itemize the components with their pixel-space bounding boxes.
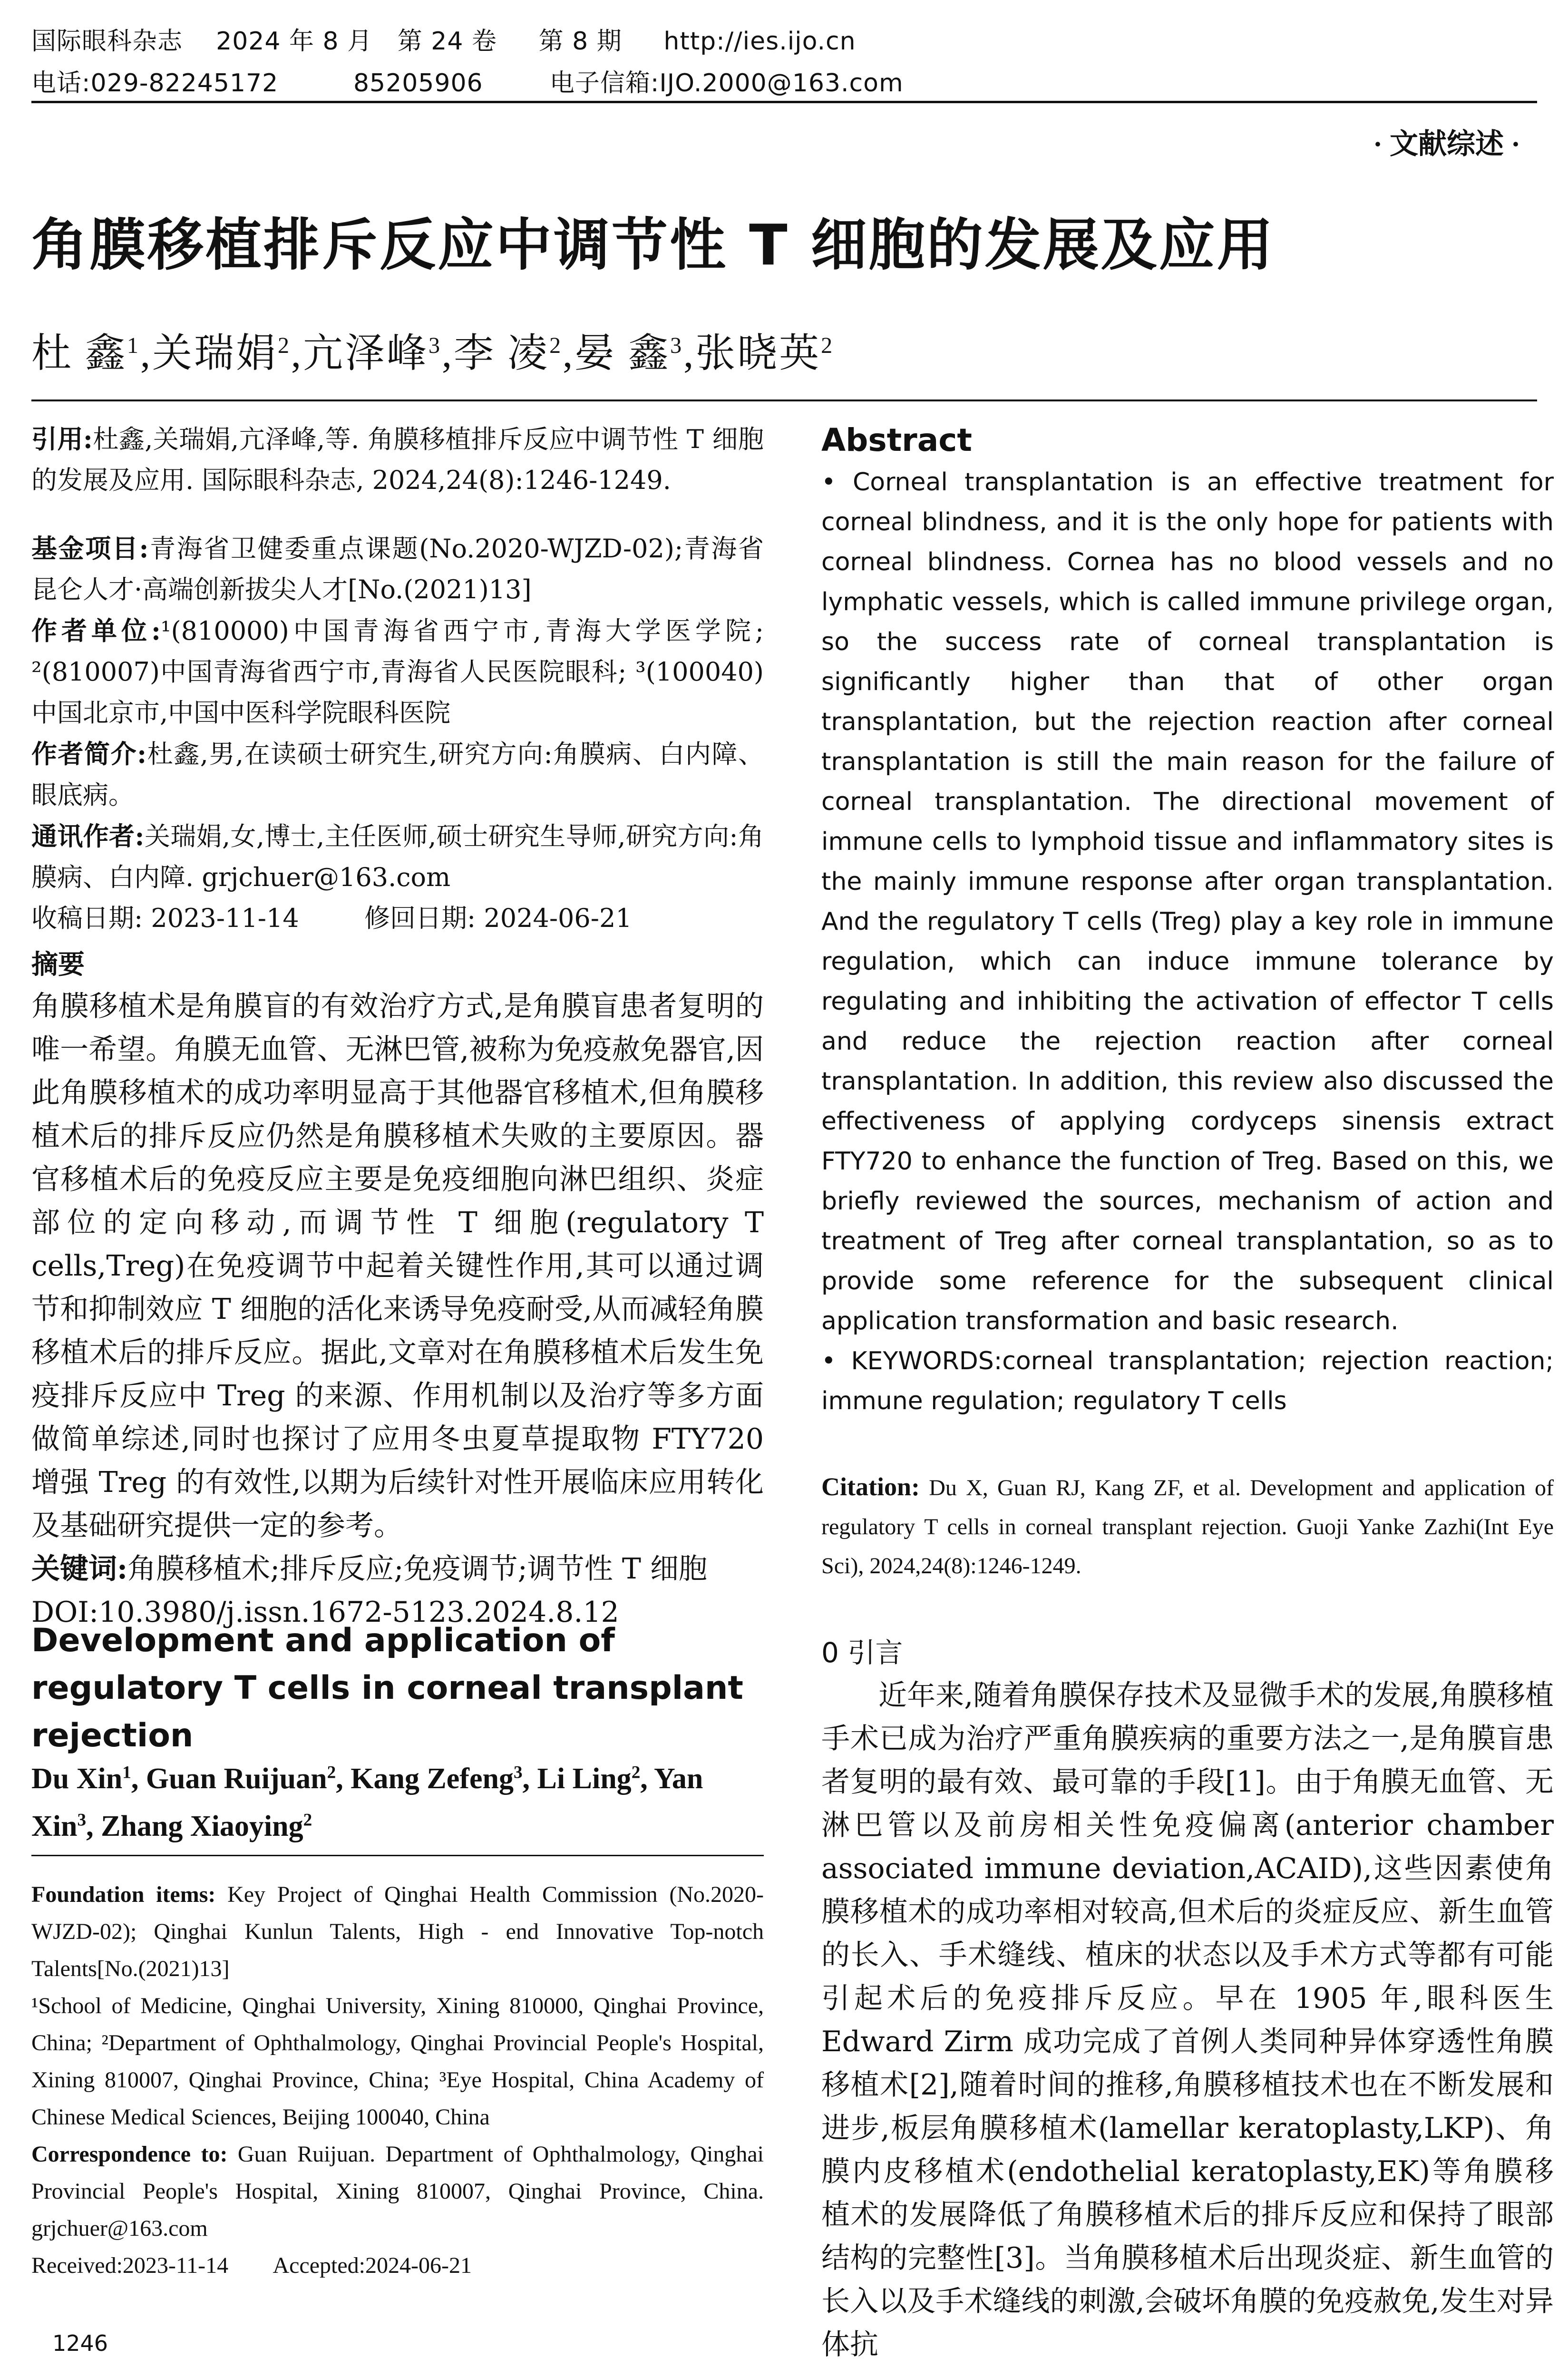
abstract-en xyxy=(821,419,1554,1421)
section-label: · 文献综述 · xyxy=(1373,128,1520,160)
received-date-cn: 收稿日期: 2023-11-14 xyxy=(31,903,299,933)
en-author-affil-mark: 3 xyxy=(77,1810,87,1830)
abstract-en-text: • Corneal transplantation is an effective treatment for corneal blindness, and it is the only hope for patients with corneal blindness. Cornea has no blood vessels and no lymphatic vessels, which is called immune privilege organ, so the success rate of corneal transplantation is significantly higher than that of other organ transplantation, but the rejection reaction after corneal transplantation is still the main reason for the failure of corneal transplantation. The directional movement of immune cells to lymphoid tissue and inflammatory sites is the mainly immune response after organ transplantation. And the regulatory T cells (Treg) play a key role in immune regulation, which can induce immune tolerance by regulating and inhibiting the activation of effector T cells and reduce the rejection reaction after corneal transplantation. In addition, this review also discussed the effectiveness of applying cordyceps sinensis extract FTY720 to enhance the function of Treg. Based on this, we briefly reviewed the sources, mechanism of action and treatment of Treg after corneal transplantation, so as to provide some reference for the subsequent clinical application transformation and basic research. xyxy=(821,468,1554,1335)
revised-date-cn: 修回日期: 2024-06-21 xyxy=(364,903,632,933)
en-author-affil-mark: 3 xyxy=(513,1763,523,1783)
author-bio-text: 杜鑫,男,在读硕士研究生,研究方向:角膜病、白内障、眼底病。 xyxy=(31,739,764,810)
citation-en xyxy=(821,1467,1554,1586)
corresponding-text: 关瑞娟,女,博士,主任医师,硕士研究生导师,研究方向:角膜病、白内障. grjchuer@163.com xyxy=(31,821,764,892)
author-bio-label: 作者简介: xyxy=(31,739,147,769)
en-author-name: Zhang Xiaoying xyxy=(101,1810,303,1842)
affiliations-label: 作者单位: xyxy=(31,615,161,646)
keywords-en: • KEYWORDS:corneal transplantation; rejection reaction; immune regulation; regulatory T cells xyxy=(821,1347,1554,1415)
en-author-name: Yan Xin xyxy=(31,1763,703,1842)
en-foundation xyxy=(31,1876,764,1987)
affiliations-text: ¹(810000)中国青海省西宁市,青海大学医学院; ²(810007)中国青海省西宁市,青海省人民医院眼科; ³(100040)中国北京市,中国中医科学院眼科医院 xyxy=(31,616,764,728)
en-author-affil-mark: 1 xyxy=(122,1763,131,1783)
en-author-name: Guan Ruijuan xyxy=(146,1763,327,1795)
author-affil-mark: 2 xyxy=(549,333,563,358)
en-foundation-label: Foundation items: xyxy=(31,1882,216,1907)
english-info-block xyxy=(31,1876,764,2284)
author-name: 关瑞娟 xyxy=(152,331,278,376)
en-affiliations: ¹School of Medicine, Qinghai University, Xining 810000, Qinghai Province, China; ²Department of Ophthalmology, Qinghai Provincial People's Hospital, Xining 810007, Qinghai Province, China; ³Eye Hospital, China Academy of Chinese Medical Sciences, Beijing 100040, China xyxy=(31,1993,764,2130)
title-rule xyxy=(31,399,1537,401)
author-bio xyxy=(31,733,764,816)
en-author-affil-mark: 2 xyxy=(303,1810,312,1830)
citation-cn-label: 引用: xyxy=(31,424,93,454)
en-author-affil-mark: 2 xyxy=(327,1763,336,1783)
en-correspondence xyxy=(31,2136,764,2247)
author-list: 杜 鑫$^1$,关瑞娟$^2$,亢泽峰$^3$,李 凌$^2$,晏 鑫$^3$,张晓英$^2$ xyxy=(31,331,835,376)
doi: DOI:10.3980/j.issn.1672-5123.2024.8.12 xyxy=(31,1596,619,1629)
en-received: Received:2023-11-14 xyxy=(31,2253,229,2278)
journal-header-line1: 国际眼科杂志 2024 年 8 月 第 24 卷 第 8 期 http://ies.ijo.cn xyxy=(31,27,856,56)
author-affil-mark: 2 xyxy=(278,333,292,358)
english-authors: Du Xin$^1$, Guan Ruijuan$^2$, Kang Zefeng$^3$, Li Ling$^2$, Yan Xin$^3$, Zhang Xiaoying$^2$ xyxy=(31,1763,703,1842)
author-name: 李 凌 xyxy=(454,331,550,376)
funding-text: 青海省卫健委重点课题(No.2020-WJZD-02);青海省昆仑人才·高端创新拔尖人才[No.(2021)13] xyxy=(31,534,764,604)
funding xyxy=(31,528,764,610)
en-foundation-text: Key Project of Qinghai Health Commission (No.2020-WJZD-02); Qinghai Kunlun Talents, High - end Innovative Top-notch Talents[No.(2021)13] xyxy=(31,1882,764,1981)
intro-text: 近年来,随着角膜保存技术及显微手术的发展,角膜移植手术已成为治疗严重角膜疾病的重要方法之一,是角膜盲患者复明的最有效、最可靠的手段[1]。由于角膜无血管、无淋巴管以及前房相关性免疫偏离(anterior chamber associated immune deviation,ACAID),这些因素使角膜移植术的成功率相对较高,但术后的炎症反应、新生血管的长入、手术缝线、植床的状态以及手术方式等都有可能引起术后的免疫排斥反应。早在 1905 年,眼科医生 Edward Zirm 成功完成了首例人类同种异体穿透性角膜移植术[2],随着时间的推移,角膜移植技术也在不断发展和进步,板层角膜移植术(lamellar keratoplasty,LKP)、角膜内皮移植术(endothelial keratoplasty,EK)等角膜移植术的发展降低了角膜移植术后的排斥反应和保持了眼部结构的完整性[3]。当角膜移植术后出现炎症、新生血管的长入以及手术缝线的刺激,会破坏角膜的免疫赦免,发生对异体抗 xyxy=(821,1679,1554,2361)
en-author-name: Li Ling xyxy=(537,1763,632,1795)
funding-label: 基金项目: xyxy=(31,533,149,564)
journal-header-line2: 电话:029-82245172 85205906 电子信箱:IJO.2000@163.com xyxy=(31,69,904,97)
author-name: 张晓英 xyxy=(695,331,821,376)
en-correspondence-label: Correspondence to: xyxy=(31,2142,228,2167)
keywords-cn-label: 关键词: xyxy=(31,1552,128,1586)
citation-cn-text: 杜鑫,关瑞娟,亢泽峰,等. 角膜移植排斥反应中调节性 T 细胞的发展及应用. 国际眼科杂志, 2024,24(8):1246-1249. xyxy=(31,424,764,495)
en-dates xyxy=(31,2247,764,2284)
intro-heading: 0 引言 xyxy=(821,1637,903,1669)
author-name: 晏 鑫 xyxy=(575,331,671,376)
english-title: Development and application of regulatory T cells in corneal transplant rejection xyxy=(31,1622,743,1754)
keywords-cn-text: 角膜移植术;排斥反应;免疫调节;调节性 T 细胞 xyxy=(127,1552,707,1586)
author-name: 亢泽峰 xyxy=(303,331,429,376)
corresponding-label: 通讯作者: xyxy=(31,821,145,851)
author-affil-mark: 1 xyxy=(127,333,141,358)
article-info-block xyxy=(31,528,764,939)
affiliations xyxy=(31,610,764,733)
en-info-rule xyxy=(31,1855,764,1856)
author-affil-mark: 2 xyxy=(821,333,835,358)
abstract-cn-heading: 摘要 xyxy=(31,949,85,980)
citation-en-label: Citation: xyxy=(821,1472,920,1501)
abstract-cn xyxy=(31,944,764,1634)
en-accepted: Accepted:2024-06-21 xyxy=(273,2253,472,2278)
en-author-name: Kang Zefeng xyxy=(351,1763,514,1795)
author-affil-mark: 3 xyxy=(670,333,684,358)
corresponding-author xyxy=(31,816,764,898)
citation-cn xyxy=(31,419,764,501)
author-affil-mark: 3 xyxy=(429,333,442,358)
dates-cn xyxy=(31,898,764,939)
author-name: 杜 鑫 xyxy=(31,331,127,376)
introduction xyxy=(821,1631,1554,2367)
header-rule xyxy=(31,101,1537,103)
citation-en-text: Du X, Guan RJ, Kang ZF, et al. Development and application of regulatory T cells in corneal transplant rejection. Guoji Yanke Zazhi(Int Eye Sci), 2024,24(8):1246-1249. xyxy=(821,1475,1554,1578)
en-author-affil-mark: 2 xyxy=(631,1763,641,1783)
abstract-en-heading: Abstract xyxy=(821,422,972,458)
abstract-cn-text: 角膜移植术是角膜盲的有效治疗方式,是角膜盲患者复明的唯一希望。角膜无血管、无淋巴管,被称为免疫赦免器官,因此角膜移植术的成功率明显高于其他器官移植术,但角膜移植术后的排斥反应仍然是角膜移植术失败的主要原因。器官移植术后的免疫反应主要是免疫细胞向淋巴组织、炎症部位的定向移动,而调节性 T 细胞(regulatory T cells,Treg)在免疫调节中起着关键性作用,其可以通过调节和抑制效应 T 细胞的活化来诱导免疫耐受,从而减轻角膜移植术后的排斥反应。据此,文章对在角膜移植术后发生免疫排斥反应中 Treg 的来源、作用机制以及治疗等多方面做简单综述,同时也探讨了应用冬虫夏草提取物 FTY720 增强 Treg 的有效性,以期为后续针对性开展临床应用转化及基础研究提供一定的参考。 xyxy=(31,990,764,1542)
en-author-name: Du Xin xyxy=(31,1763,123,1795)
article-title: 角膜移植排斥反应中调节性 T 细胞的发展及应用 xyxy=(31,212,1275,278)
page-number: 1246 xyxy=(52,2330,108,2356)
en-correspondence-text: Guan Ruijuan. Department of Ophthalmology, Qinghai Provincial People's Hospital, Xining 810007, Qinghai Province, China. grjchuer@163.com xyxy=(31,2142,764,2241)
